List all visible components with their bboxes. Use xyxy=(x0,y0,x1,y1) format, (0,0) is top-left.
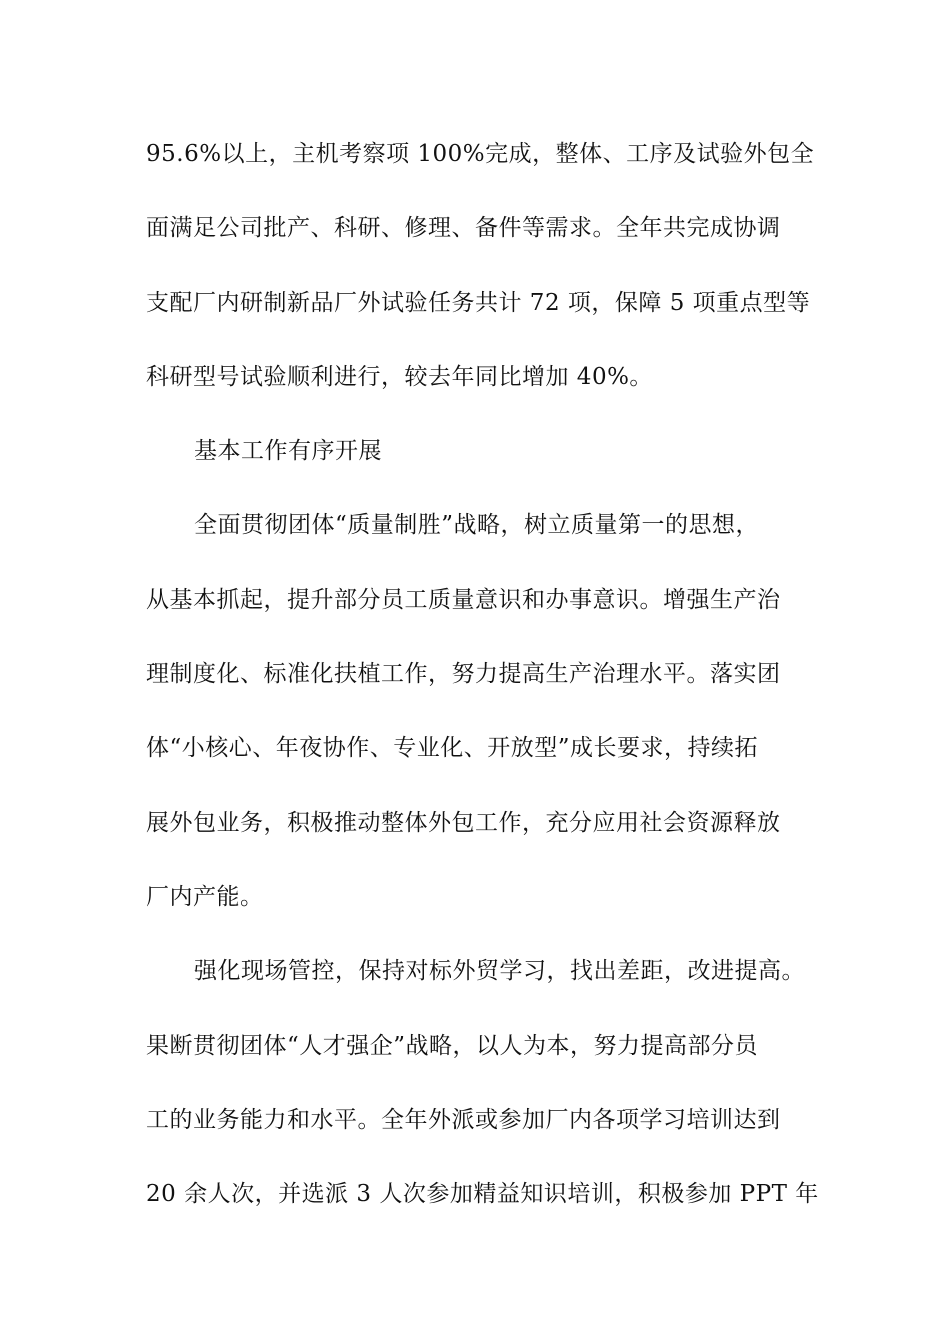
text-line: 20 余人次，并选派 3 人次参加精益知识培训，积极参加 PPT 年 xyxy=(146,1181,819,1208)
text-line: 科研型号试验顺利进行，较去年同比增加 40%。 xyxy=(146,363,653,390)
section-heading: 基本工作有序开展 xyxy=(194,438,382,465)
text-line: 强化现场管控，保持对标外贸学习，找出差距，改进提高。 xyxy=(194,958,805,985)
text-line: 理制度化、标准化扶植工作，努力提高生产治理水平。落实团 xyxy=(146,661,781,688)
text-line: 工的业务能力和水平。全年外派或参加厂内各项学习培训达到 xyxy=(146,1106,781,1133)
text-line: 果断贯彻团体“人才强企”战略，以人为本，努力提高部分员 xyxy=(146,1032,759,1059)
text-line: 体“小核心、年夜协作、专业化、开放型”成长要求，持续拓 xyxy=(146,735,759,762)
text-line: 95.6%以上，主机考察项 100%完成，整体、工序及试验外包全 xyxy=(146,141,815,167)
document-body xyxy=(146,130,819,1244)
text-line: 从基本抓起，提升部分员工质量意识和办事意识。增强生产治 xyxy=(146,586,781,613)
text-line: 厂内产能。 xyxy=(146,883,264,910)
text-line: 面满足公司批产、科研、修理、备件等需求。全年共完成协调 xyxy=(146,215,781,242)
text-line: 支配厂内研制新品厂外试验任务共计 72 项，保障 5 项重点型等 xyxy=(146,289,811,316)
text-line: 全面贯彻团体“质量制胜”战略，树立质量第一的思想， xyxy=(194,512,760,539)
text-line: 展外包业务，积极推动整体外包工作，充分应用社会资源释放 xyxy=(146,809,781,836)
